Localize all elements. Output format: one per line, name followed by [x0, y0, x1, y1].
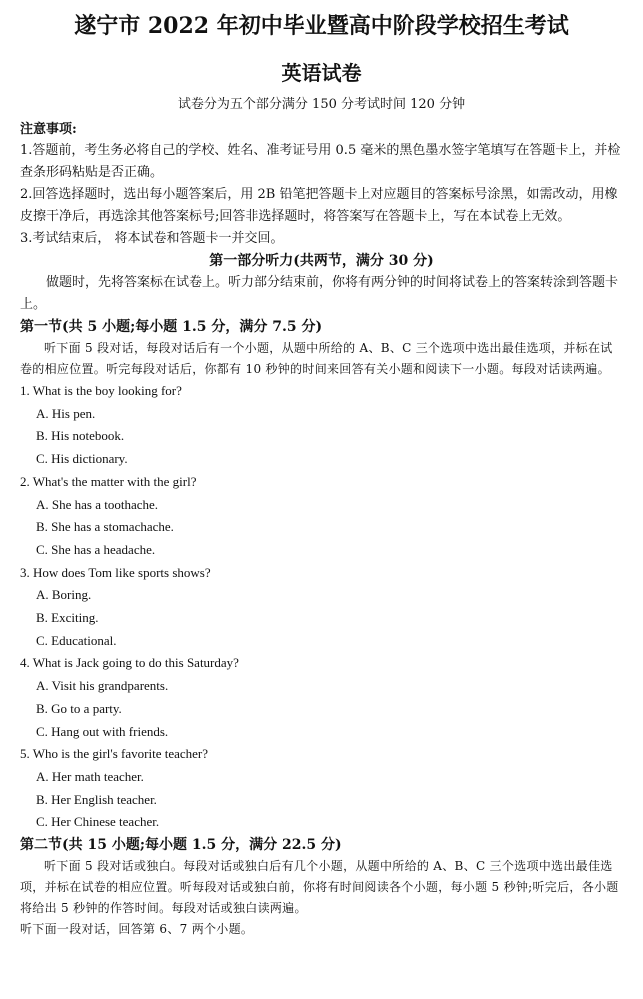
question-stem: 4. What is Jack going to do this Saturday?	[20, 655, 239, 671]
notes-heading: 注意事项:	[20, 122, 77, 137]
option-a: A. Visit his grandparents.	[36, 678, 169, 694]
option-a: A. His pen.	[36, 405, 96, 421]
question-4	[20, 652, 623, 743]
note-item-1: 1.答题前，考生务必将自己的学校、姓名、准考证号用 0.5 毫米的黑色墨水签字笔填写在答题卡上，并检查条形码粘贴是否正确。	[20, 143, 621, 180]
part1-heading: 第一部分听力(共两节，满分 30 分)	[209, 253, 434, 269]
section1-heading: 第一节(共 5 小题;每小题 1.5 分，满分 7.5 分)	[20, 319, 323, 335]
section1-instruction: 听下面 5 段对话，每段对话后有一个小题，从题中所给的 A、B、C 三个选项中选出最佳选项，并标在试卷的相应位置。听完每段对话后，你都有 10 秒钟的时间来回答有关小题和阅读下一小题。每段对话读两遍。	[20, 341, 613, 376]
note-item-2: 2.回答选择题时，选出每小题答案后，用 2B 铅笔把答题卡上对应题目的答案标号涂黑，如需改动，用橡皮擦干净后，再选涂其他答案标号;回答非选择题时，将答案写在答题卡上，写在本试卷上无效。	[20, 187, 618, 224]
subject-title: 英语试卷	[281, 61, 362, 85]
question-stem: 3. How does Tom like sports shows?	[20, 564, 211, 580]
option-b: B. His notebook.	[36, 428, 125, 444]
question-stem: 1. What is the boy looking for?	[20, 383, 182, 398]
option-a: A. She has a toothache.	[36, 496, 159, 512]
question-5	[20, 743, 623, 834]
option-c: C. She has a headache.	[36, 541, 156, 557]
section2-instruction: 听下面 5 段对话或独白。每段对话或独白后有几个小题，从题中所给的 A、B、C 三个选项中选出最佳选项，并标在试卷的相应位置。听每段对话或独白前，你将有时间阅读各个小题，每小题 5 秒钟;听完后，各小题将给出 5 秒钟的作答时间。每段对话或独白读两遍。	[20, 859, 619, 916]
option-c: C. His dictionary.	[36, 451, 128, 467]
question-3	[20, 562, 623, 653]
question-1	[20, 380, 623, 471]
exam-title: 遂宁市 2022 年初中毕业暨高中阶段学校招生考试	[74, 13, 569, 39]
option-c: C. Her Chinese teacher.	[36, 814, 160, 830]
question-stem: 5. Who is the girl's favorite teacher?	[20, 746, 209, 762]
option-b: B. Go to a party.	[36, 700, 122, 716]
option-b: B. Exciting.	[36, 610, 99, 626]
note-item-3: 3.考试结束后， 将本试卷和答题卡一并交回。	[20, 231, 284, 246]
option-b: B. She has a stomachache.	[36, 519, 174, 535]
question-2	[20, 471, 623, 562]
option-a: A. Her math teacher.	[36, 768, 144, 784]
section2-heading: 第二节(共 15 小题;每小题 1.5 分，满分 22.5 分)	[20, 837, 342, 854]
option-c: C. Educational.	[36, 632, 117, 648]
section2-next-prompt: 听下面一段对话，回答第 6、7 两个小题。	[20, 922, 254, 937]
option-c: C. Hang out with friends.	[36, 723, 169, 739]
question-stem: 2. What's the matter with the girl?	[20, 473, 197, 489]
exam-info: 试卷分为五个部分满分 150 分考试时间 120 分钟	[177, 97, 466, 112]
part1-intro: 做题时，先将答案标在试卷上。听力部分结束前，你将有两分钟的时间将试卷上的答案转涂到答题卡上。	[20, 275, 619, 312]
option-a: A. Boring.	[36, 587, 92, 603]
option-b: B. Her English teacher.	[36, 791, 157, 807]
